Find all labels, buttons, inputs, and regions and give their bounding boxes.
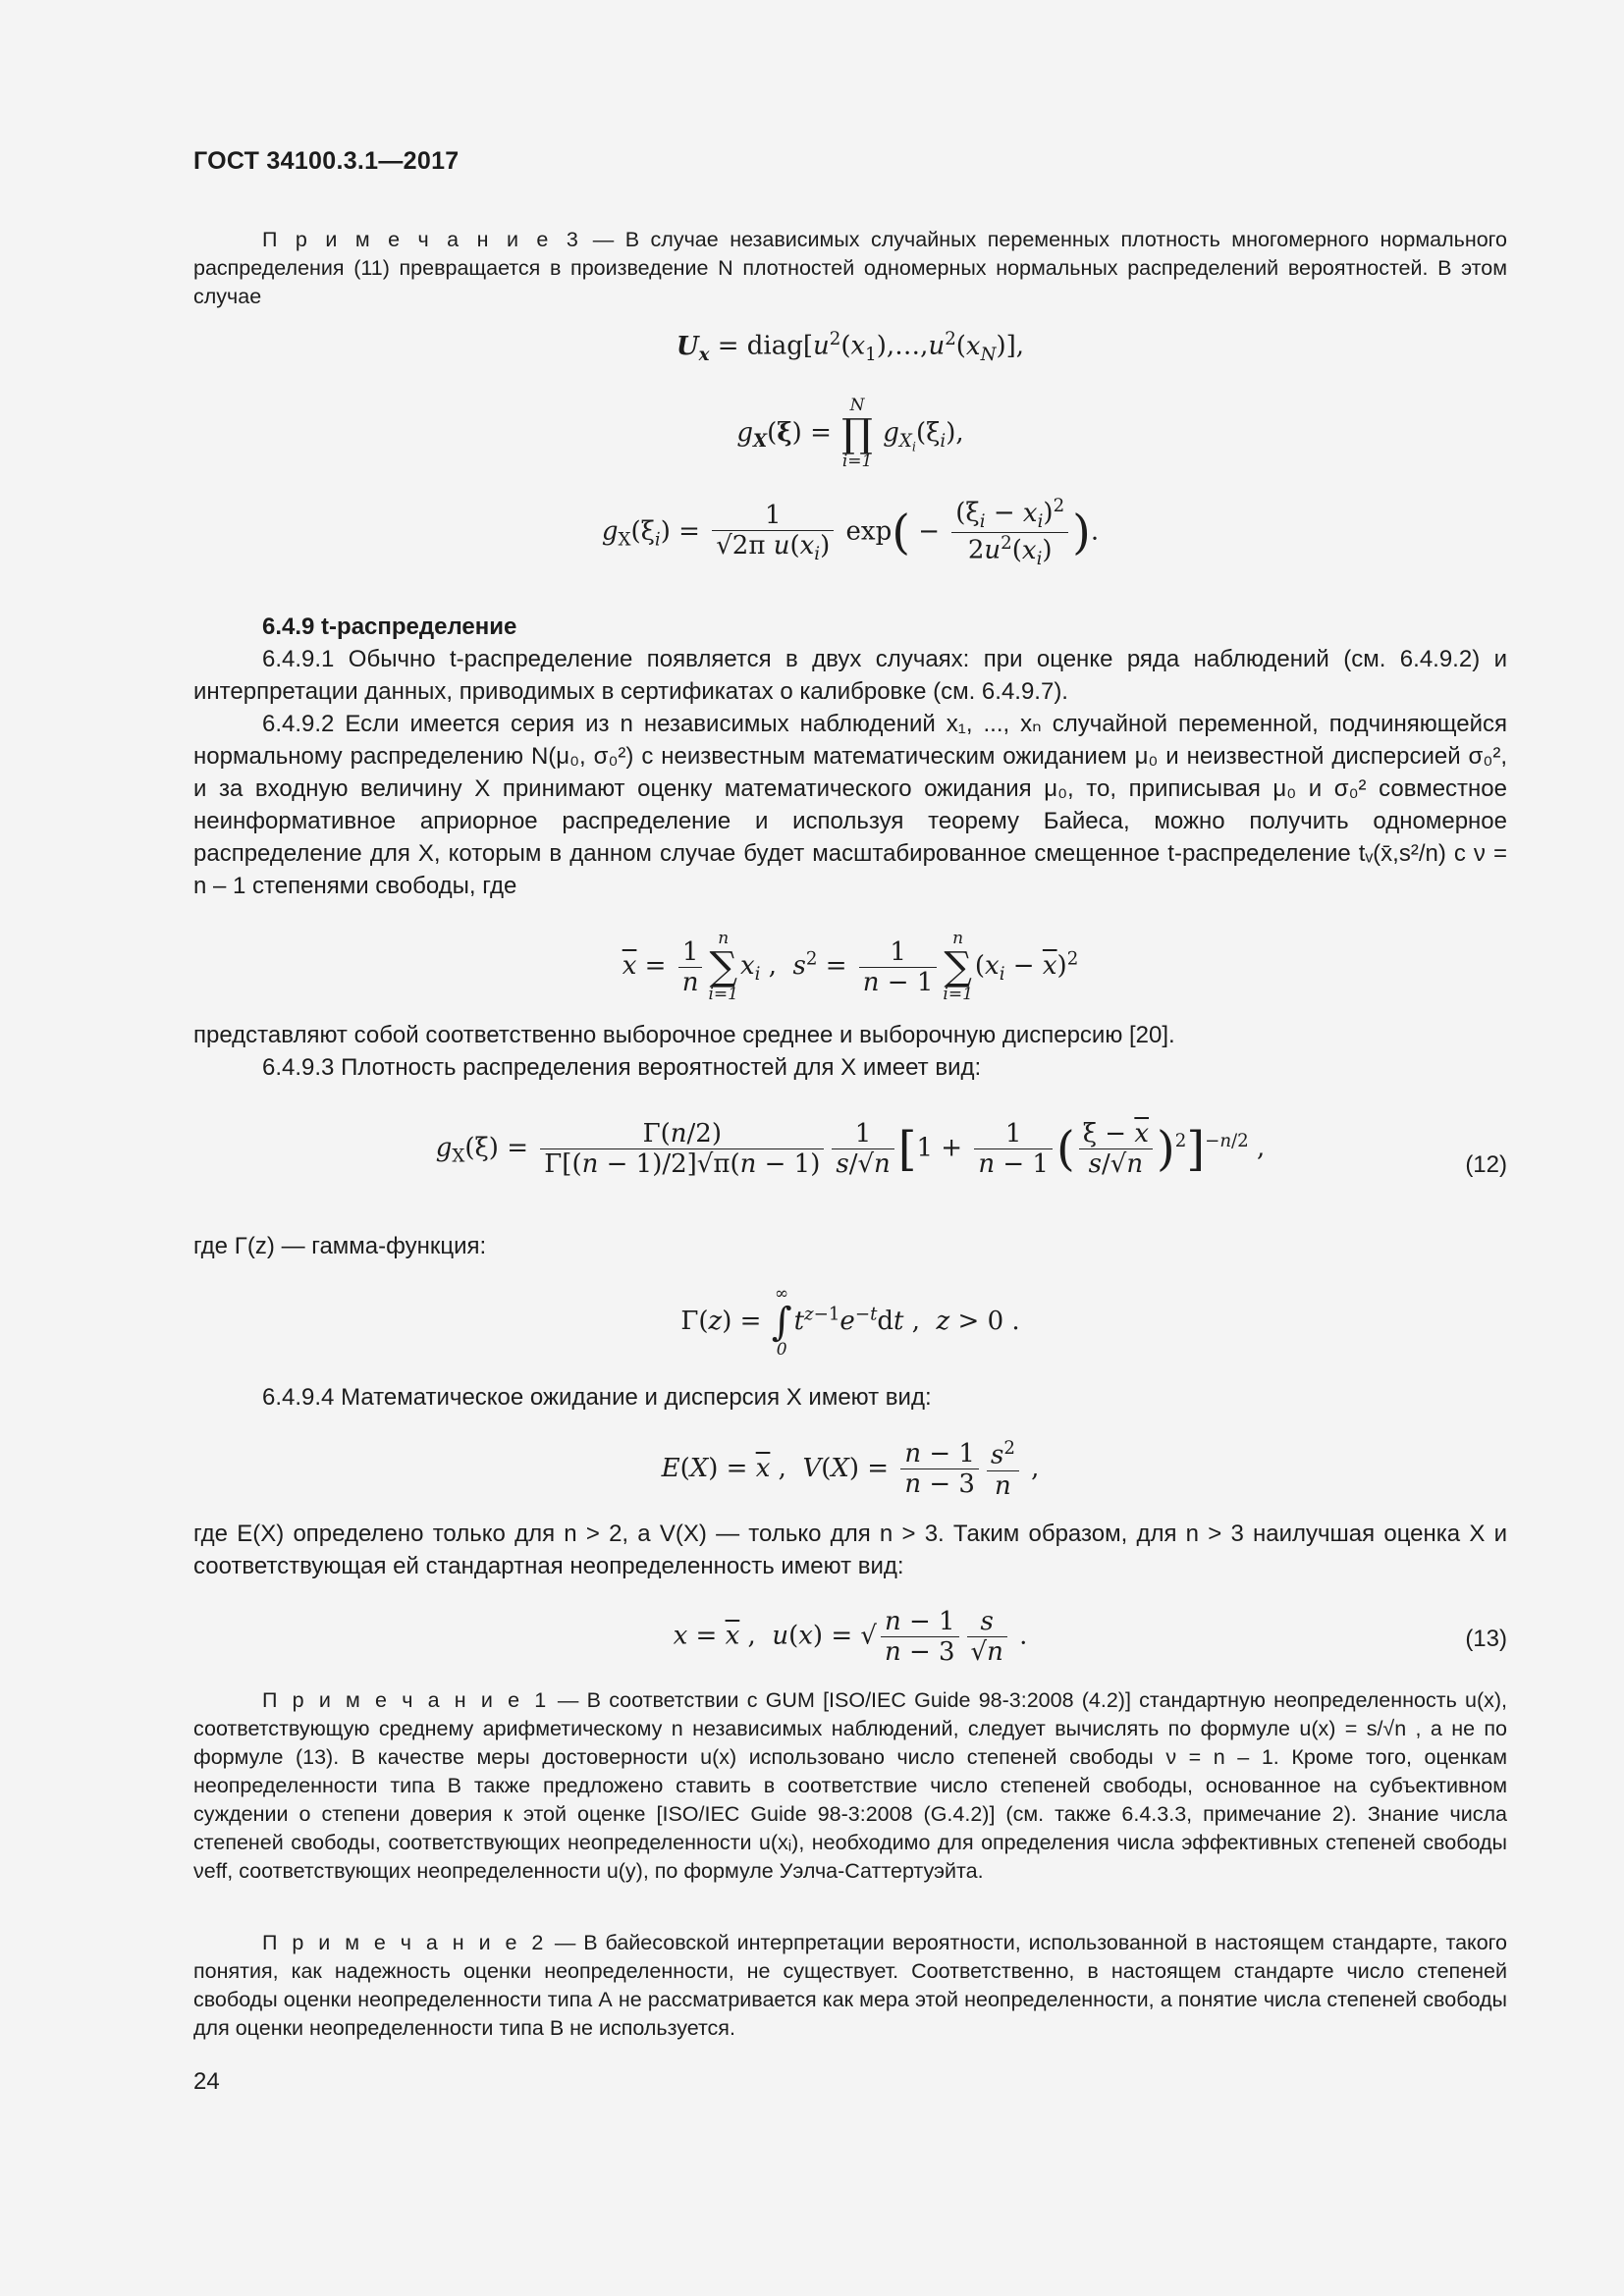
note-2 xyxy=(193,1929,1507,2043)
gamma-definition-text: где Γ(z) — гамма-функция: xyxy=(193,1233,487,1259)
formula-expectation-variance: $E(X) = \overline{x}$ , V(X) = $\frac{n - 1}{n - 3}$ $\frac{s^2}{n}$ , xyxy=(661,1438,1040,1501)
paragraph-6-4-9-2-cont: представляют собой соответственно выборочное среднее и выборочную дисперсию [20]. xyxy=(193,1022,1175,1048)
page-number: 24 xyxy=(193,2068,220,2095)
document-header: ГОСТ 34100.3.1—2017 xyxy=(193,147,460,175)
note-3 xyxy=(193,226,1507,311)
formula-t-density: $g_X(\xi)$ = $\frac{\Gamma(n/2)}{\Gamma[(n - 1)/2]√\pi(n - 1)}$ $\frac{1}{s/√n}$ [1 + $\frac{1}{n - 1}$ ( $\frac{\xi - \overline{x}}{s/√n}$ )$^2$]$^{-n/2}$ , xyxy=(435,1119,1266,1179)
formula-estimate: $x = \overline{x}$ , u(x) = √ $\frac{n - 1}{n - 3}$ $\frac{s}{√n}$ . xyxy=(673,1607,1028,1667)
formula-ux: $U_x$ = $diag[u^2(x_1),\dots,u^2(x_N)]$, xyxy=(676,329,1025,365)
equation-number-12: (12) xyxy=(1465,1151,1507,1178)
paragraph-6-4-9-4-cont: где E(X) определено только для n > 2, а V(X) — только для n > 3. Таким образом, для n > 3 наилучшая оценка X и соответствующая ей стандартная неопределенность имеют вид: xyxy=(193,1521,1508,1579)
section-heading: 6.4.9 t-распределение xyxy=(262,614,517,640)
paragraph-6-4-9-1: 6.4.9.1 Обычно t-распределение появляется в двух случаях: при оценке ряда наблюдений (см. 6.4.9.2) и интерпретации данных, приводимых в сертификатах о калибровке (см. 6.4.9.7). xyxy=(193,646,1507,705)
note-3-text: — В случае независимых случайных переменных плотность многомерного нормального распределения (11) превращается в произведение N плотностей одномерных нормальных распределений вероятностей. В этом случае xyxy=(193,228,1507,308)
note-1-label: П р и м е ч а н и е 1 xyxy=(262,1688,550,1712)
formula-gx-product: $g_X(\xi)$ = N ∏ i=1 $g_{X_i}(\xi_i)$, xyxy=(736,396,964,471)
note-2-label: П р и м е ч а н и е 2 xyxy=(262,1931,547,1954)
equation-number-13: (13) xyxy=(1465,1626,1507,1652)
formula-gamma: Γ(z) = ∞ ∫ 0 $t^{z-1}e^{-t}dt$ , z > 0 . xyxy=(680,1284,1020,1360)
note-2-text: — В байесовской интерпретации вероятности, использованной в настоящем стандарте, такого понятия, как надежность оценки неопределенности, не существует. Соответственно, в настоящем стандарте число степеней свободы оценки неопределенности типа А не рассматривается как мера этой неопределенности, а понятие числа степеней свободы для оценки неопределенности типа В не используется. xyxy=(193,1931,1507,2040)
formula-mean-variance: $\overline{x}$ = $\frac{1}{n}$ n ∑ i=1 $x_i$ , $s^2$ = $\frac{1}{n - 1}$ n ∑ i=1 $(x_i - \overline{x})^2$ xyxy=(622,929,1079,1004)
note-1 xyxy=(193,1686,1507,1886)
paragraph-6-4-9-4: 6.4.9.4 Математическое ожидание и дисперсия X имеют вид: xyxy=(262,1384,932,1411)
note-3-label: П р и м е ч а н и е 3 xyxy=(262,228,582,251)
note-1-text: — В соответствии с GUM [ISO/IEC Guide 98-3:2008 (4.2)] стандартную неопределенность u(x), соответствующую среднему арифметическому n независимых наблюдений, следует вычислять по формуле u(x) = s/√n , а не по формуле (13). В качестве меры достоверности u(x) использовано число степеней свободы ν = n – 1. Кроме того, оценкам неопределенности типа В также предложено ставить в соответствие число степеней свободы, основанное на субъективном суждении о степени доверия к этой оценке [ISO/IEC Guide 98-3:2008 (G.4.2)] (см. также 6.4.3.3, примечание 2). Знание числа степеней свободы, соответствующих неопределенности u(xᵢ), необходимо для определения числа эффективных степеней свободы νeff, соответствующих неопределенности u(y), по формуле Уэлча-Саттертуэйта. xyxy=(193,1688,1507,1883)
paragraph-6-4-9-3: 6.4.9.3 Плотность распределения вероятностей для X имеет вид: xyxy=(262,1054,982,1081)
paragraph-6-4-9-2: 6.4.9.2 Если имеется серия из n независимых наблюдений x₁, ..., xₙ случайной переменной, подчиняющейся нормальному распределению N(μ₀, σ₀²) с неизвестным математическим ожиданием μ₀ и неизвестной дисперсией σ₀², и за входную величину X принимают оценку математического ожидания μ₀, то, приписывая μ₀ и σ₀² совместное неинформативное априорное распределение и используя теорему Байеса, можно получить одномерное распределение для X, которым в данном случае будет масштабированное смещенное t-распределение tᵥ(x̄,s²/n) с ν = n – 1 степенями свободы, где xyxy=(193,711,1507,899)
formula-gx-normal: $g_X(\xi_i)$ = $\frac{1}{√2\pi u(x_i)}$ exp( − $\frac{(\xi_i - x_i)^2}{2u^2(x_i)}$ ). xyxy=(601,496,1100,569)
